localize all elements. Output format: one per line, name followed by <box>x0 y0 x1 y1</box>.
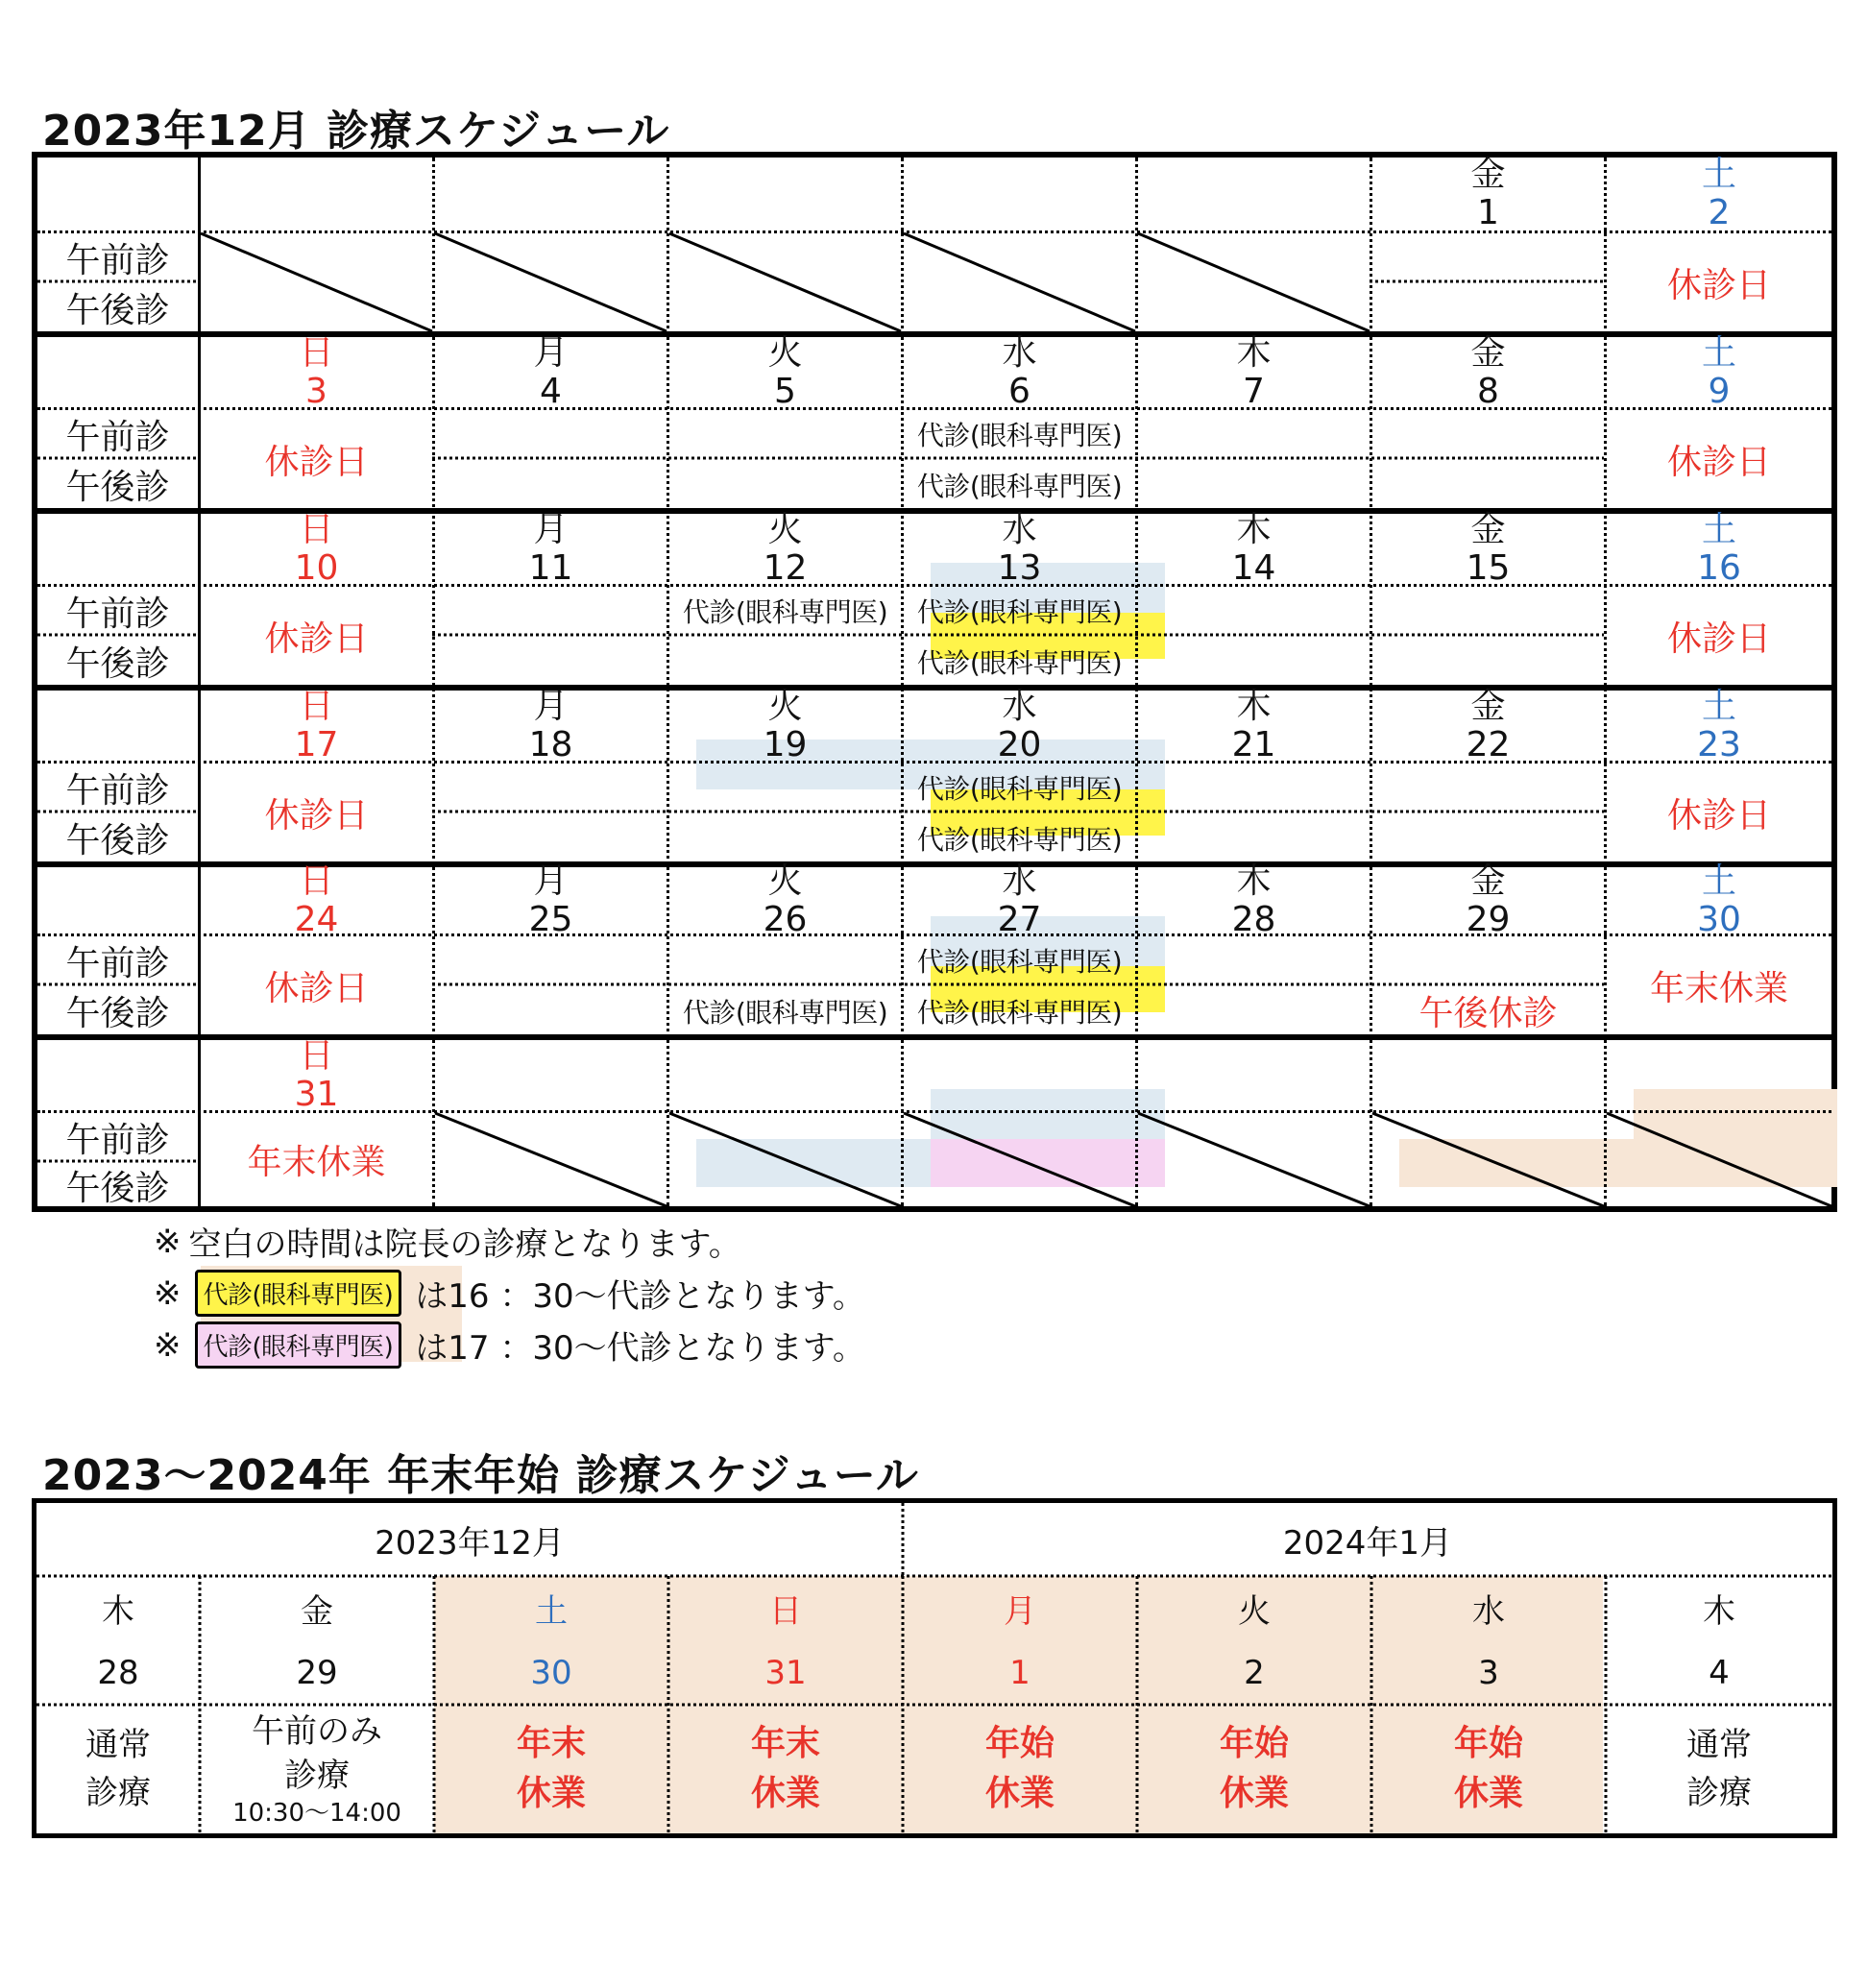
ye-status <box>1371 1705 1606 1833</box>
note-mark: ※ <box>154 1325 182 1365</box>
weekday-label: 木 <box>1236 332 1272 373</box>
day-number: 23 <box>1697 724 1741 764</box>
ye-weekday: 木 <box>102 1592 134 1631</box>
closed-text: 休診日 <box>264 442 369 482</box>
day-number: 25 <box>528 899 573 939</box>
yellow-swatch: 代診(眼科専門医) <box>195 1270 402 1317</box>
weekday-label: 火 <box>767 861 803 901</box>
closed-text: 休診日 <box>264 968 369 1008</box>
ye-day: 30 <box>530 1653 572 1692</box>
diagonal-line <box>201 233 432 331</box>
diagonal-line <box>669 1113 901 1206</box>
closed-text: 休診日 <box>1666 795 1771 836</box>
weekday-label: 土 <box>1701 332 1736 373</box>
ye-status-line2: 休業 <box>516 1774 586 1813</box>
weekday-label: 土 <box>1701 686 1736 726</box>
weekday-label: 日 <box>299 1035 334 1076</box>
weekday-label: 水 <box>1002 861 1037 901</box>
closed-text: 休診日 <box>264 618 369 659</box>
ye-status-line2: 休業 <box>1453 1774 1523 1813</box>
ye-day: 1 <box>1009 1653 1030 1692</box>
pm-label: 午後診 <box>65 644 170 684</box>
weekday-label: 日 <box>299 509 334 549</box>
ye-day: 31 <box>764 1653 807 1692</box>
day-header <box>201 686 432 764</box>
substitute-text: 代診(眼科専門医) <box>916 946 1123 978</box>
weekday-label: 金 <box>1470 686 1506 726</box>
yearend-table <box>32 1498 1837 1838</box>
diagonal-line <box>1138 1113 1370 1206</box>
day-number: 9 <box>1708 371 1731 411</box>
day-header <box>1607 861 1831 939</box>
ye-day: 3 <box>1478 1653 1499 1692</box>
substitute-text: 代診(眼科専門医) <box>916 646 1123 679</box>
day-header <box>669 509 901 588</box>
substitute-text: 代診(眼科専門医) <box>916 996 1123 1029</box>
note-mark: ※ <box>154 1222 182 1261</box>
day-header <box>1138 509 1370 588</box>
day-number: 7 <box>1243 371 1265 411</box>
day-header <box>1372 686 1604 764</box>
weekday-label: 水 <box>1002 509 1037 549</box>
pm-label: 午後診 <box>65 821 170 861</box>
closed-text: 休診日 <box>1666 618 1771 659</box>
am-label: 午前診 <box>65 943 170 983</box>
day-number: 12 <box>763 547 808 588</box>
day-header <box>1372 155 1604 232</box>
ye-day: 4 <box>1709 1653 1730 1692</box>
ye-status-line2: 休業 <box>984 1774 1055 1813</box>
afternoon-closed-text: 午後休診 <box>1418 994 1558 1033</box>
ye-weekday: 水 <box>1472 1592 1505 1631</box>
weekday-label: 月 <box>533 861 569 901</box>
day-number: 22 <box>1466 724 1511 764</box>
ye-status-line1: 通常 <box>85 1726 151 1764</box>
weekday-label: 金 <box>1470 332 1506 373</box>
weekday-label: 金 <box>1470 861 1506 901</box>
ye-status <box>36 1705 200 1833</box>
day-header <box>1607 509 1831 588</box>
day-number: 6 <box>1008 371 1030 411</box>
ye-status-line1: 年末 <box>516 1724 586 1763</box>
note-pink <box>154 1321 865 1369</box>
ye-day: 29 <box>296 1653 338 1692</box>
weekday-label: 木 <box>1236 686 1272 726</box>
note-text: は16 ：30～代診となります。 <box>415 1277 865 1316</box>
weekday-label: 日 <box>299 332 334 373</box>
day-header <box>201 509 432 588</box>
am-label: 午前診 <box>65 417 170 457</box>
day-header <box>1607 155 1831 232</box>
diagonal-line <box>904 233 1135 331</box>
day-number: 1 <box>1477 193 1499 232</box>
ye-status <box>434 1705 668 1833</box>
ye-day: 2 <box>1244 1653 1265 1692</box>
substitute-text: 代診(眼科専門医) <box>916 823 1123 856</box>
ye-status-line1: 年始 <box>1219 1724 1289 1763</box>
pm-label: 午後診 <box>65 994 170 1033</box>
day-header <box>201 861 432 939</box>
day-number: 10 <box>294 547 339 588</box>
day-number: 4 <box>540 371 562 411</box>
day-number: 29 <box>1466 899 1511 939</box>
diagonal-line <box>435 233 667 331</box>
weekday-label: 水 <box>1002 332 1037 373</box>
day-header <box>669 332 901 411</box>
ye-status-line2: 診療 <box>85 1774 151 1812</box>
year-end-closed-text: 年末休業 <box>1649 968 1788 1008</box>
pm-label: 午後診 <box>65 291 170 330</box>
ye-day: 28 <box>97 1653 139 1692</box>
ye-weekday: 日 <box>769 1592 802 1631</box>
ye-status-line1: 年末 <box>750 1724 820 1763</box>
ye-status-line2: 診療 <box>284 1757 350 1795</box>
day-number: 5 <box>774 371 796 411</box>
ye-status-hours: 10:30～14:00 <box>232 1799 401 1828</box>
day-header <box>669 686 901 764</box>
day-number: 28 <box>1231 899 1276 939</box>
day-number: 17 <box>294 724 339 764</box>
diagonal-line <box>904 1113 1135 1206</box>
day-number: 26 <box>763 899 808 939</box>
weekday-label: 水 <box>1002 686 1037 726</box>
closed-text: 休診日 <box>1666 265 1771 305</box>
substitute-text: 代診(眼科専門医) <box>916 470 1123 502</box>
ye-weekday: 木 <box>1703 1592 1735 1631</box>
diagonal-line <box>669 233 901 331</box>
day-header <box>1372 509 1604 588</box>
weekday-label: 火 <box>767 332 803 373</box>
day-header <box>1607 686 1831 764</box>
day-header <box>435 332 667 411</box>
ye-status <box>668 1705 903 1833</box>
ye-status <box>1606 1705 1832 1833</box>
day-number: 15 <box>1466 547 1511 588</box>
day-header <box>904 332 1135 411</box>
december-calendar <box>32 152 1837 1212</box>
ye-weekday: 火 <box>1238 1592 1271 1631</box>
ye-weekday: 月 <box>1004 1592 1036 1631</box>
day-header <box>435 861 667 939</box>
am-label: 午前診 <box>65 594 170 634</box>
ye-status-line2: 休業 <box>750 1774 820 1813</box>
day-header <box>1138 332 1370 411</box>
schedule-title: 2023年12月 診療スケジュール <box>42 107 670 156</box>
diagonal-line <box>1372 1113 1604 1206</box>
day-header <box>201 1035 432 1114</box>
ye-status-line1: 午前のみ <box>252 1712 382 1751</box>
weekday-label: 土 <box>1701 155 1736 194</box>
day-number: 16 <box>1697 547 1741 588</box>
pink-swatch: 代診(眼科専門医) <box>195 1321 402 1369</box>
pm-label: 午後診 <box>65 468 170 507</box>
ye-status-line2: 診療 <box>1686 1774 1752 1812</box>
day-number: 31 <box>294 1074 339 1114</box>
day-number: 30 <box>1697 899 1741 939</box>
day-header <box>435 509 667 588</box>
closed-text: 休診日 <box>264 795 369 836</box>
note-text: は17 ：30～代診となります。 <box>415 1329 865 1368</box>
day-header <box>669 861 901 939</box>
day-header <box>1138 686 1370 764</box>
diagonal-line <box>1138 233 1370 331</box>
weekday-label: 月 <box>533 686 569 726</box>
day-number: 11 <box>528 547 573 588</box>
year-end-closed-text: 年末休業 <box>247 1143 386 1182</box>
ye-weekday: 土 <box>535 1592 568 1631</box>
substitute-text: 代診(眼科専門医) <box>682 996 888 1029</box>
day-number: 18 <box>528 724 573 764</box>
day-number: 3 <box>305 371 327 411</box>
weekday-label: 土 <box>1701 509 1736 549</box>
day-number: 2 <box>1708 193 1731 232</box>
pm-label: 午後診 <box>65 1168 170 1208</box>
day-header <box>1138 861 1370 939</box>
day-header <box>904 509 1135 588</box>
day-number: 14 <box>1231 547 1276 588</box>
ye-status <box>200 1705 434 1833</box>
ye-status <box>1137 1705 1371 1833</box>
am-label: 午前診 <box>65 770 170 811</box>
weekday-label: 金 <box>1470 509 1506 549</box>
note-mark: ※ <box>154 1273 182 1313</box>
weekday-label: 日 <box>299 861 334 901</box>
weekday-label: 木 <box>1236 509 1272 549</box>
month-2023-12: 2023年12月 <box>375 1523 565 1563</box>
day-number: 8 <box>1477 371 1499 411</box>
note-text: 空白の時間は院長の診療となります。 <box>188 1225 741 1264</box>
closed-text: 休診日 <box>1666 442 1771 482</box>
ye-status-line1: 年始 <box>984 1724 1055 1763</box>
ye-status-line2: 休業 <box>1219 1774 1289 1813</box>
weekday-label: 木 <box>1236 861 1272 901</box>
day-header <box>201 332 432 411</box>
am-label: 午前診 <box>65 1120 170 1160</box>
weekday-label: 土 <box>1701 861 1736 901</box>
day-header <box>1372 861 1604 939</box>
substitute-text: 代診(眼科専門医) <box>916 420 1123 451</box>
diagonal-line <box>435 1113 667 1206</box>
day-header <box>904 686 1135 764</box>
diagonal-line <box>1607 1113 1831 1206</box>
ye-weekday: 金 <box>301 1592 333 1631</box>
month-2024-01: 2024年1月 <box>1282 1523 1453 1563</box>
day-header <box>904 861 1135 939</box>
day-number: 21 <box>1231 724 1276 764</box>
am-label: 午前診 <box>65 240 170 280</box>
note-yellow <box>154 1270 865 1317</box>
ye-status <box>903 1705 1137 1833</box>
day-number: 24 <box>294 899 339 939</box>
ye-status-line1: 通常 <box>1686 1726 1752 1764</box>
day-number: 27 <box>997 899 1042 939</box>
note-blank-hours <box>154 1218 741 1265</box>
weekday-label: 日 <box>299 686 334 726</box>
weekday-label: 月 <box>533 509 569 549</box>
ye-status-line1: 年始 <box>1453 1724 1523 1763</box>
weekday-label: 月 <box>533 332 569 373</box>
day-number: 19 <box>763 724 808 764</box>
day-header <box>1607 332 1831 411</box>
day-header <box>1372 332 1604 411</box>
day-number: 20 <box>997 724 1042 764</box>
weekday-label: 金 <box>1470 155 1506 194</box>
weekday-label: 火 <box>767 509 803 549</box>
day-number: 13 <box>997 547 1042 588</box>
weekday-label: 火 <box>767 686 803 726</box>
yearend-title: 2023～2024年 年末年始 診療スケジュール <box>42 1451 919 1500</box>
substitute-text: 代診(眼科専門医) <box>682 596 888 628</box>
substitute-text: 代診(眼科専門医) <box>916 596 1123 628</box>
day-header <box>435 686 667 764</box>
substitute-text: 代診(眼科専門医) <box>916 773 1123 805</box>
